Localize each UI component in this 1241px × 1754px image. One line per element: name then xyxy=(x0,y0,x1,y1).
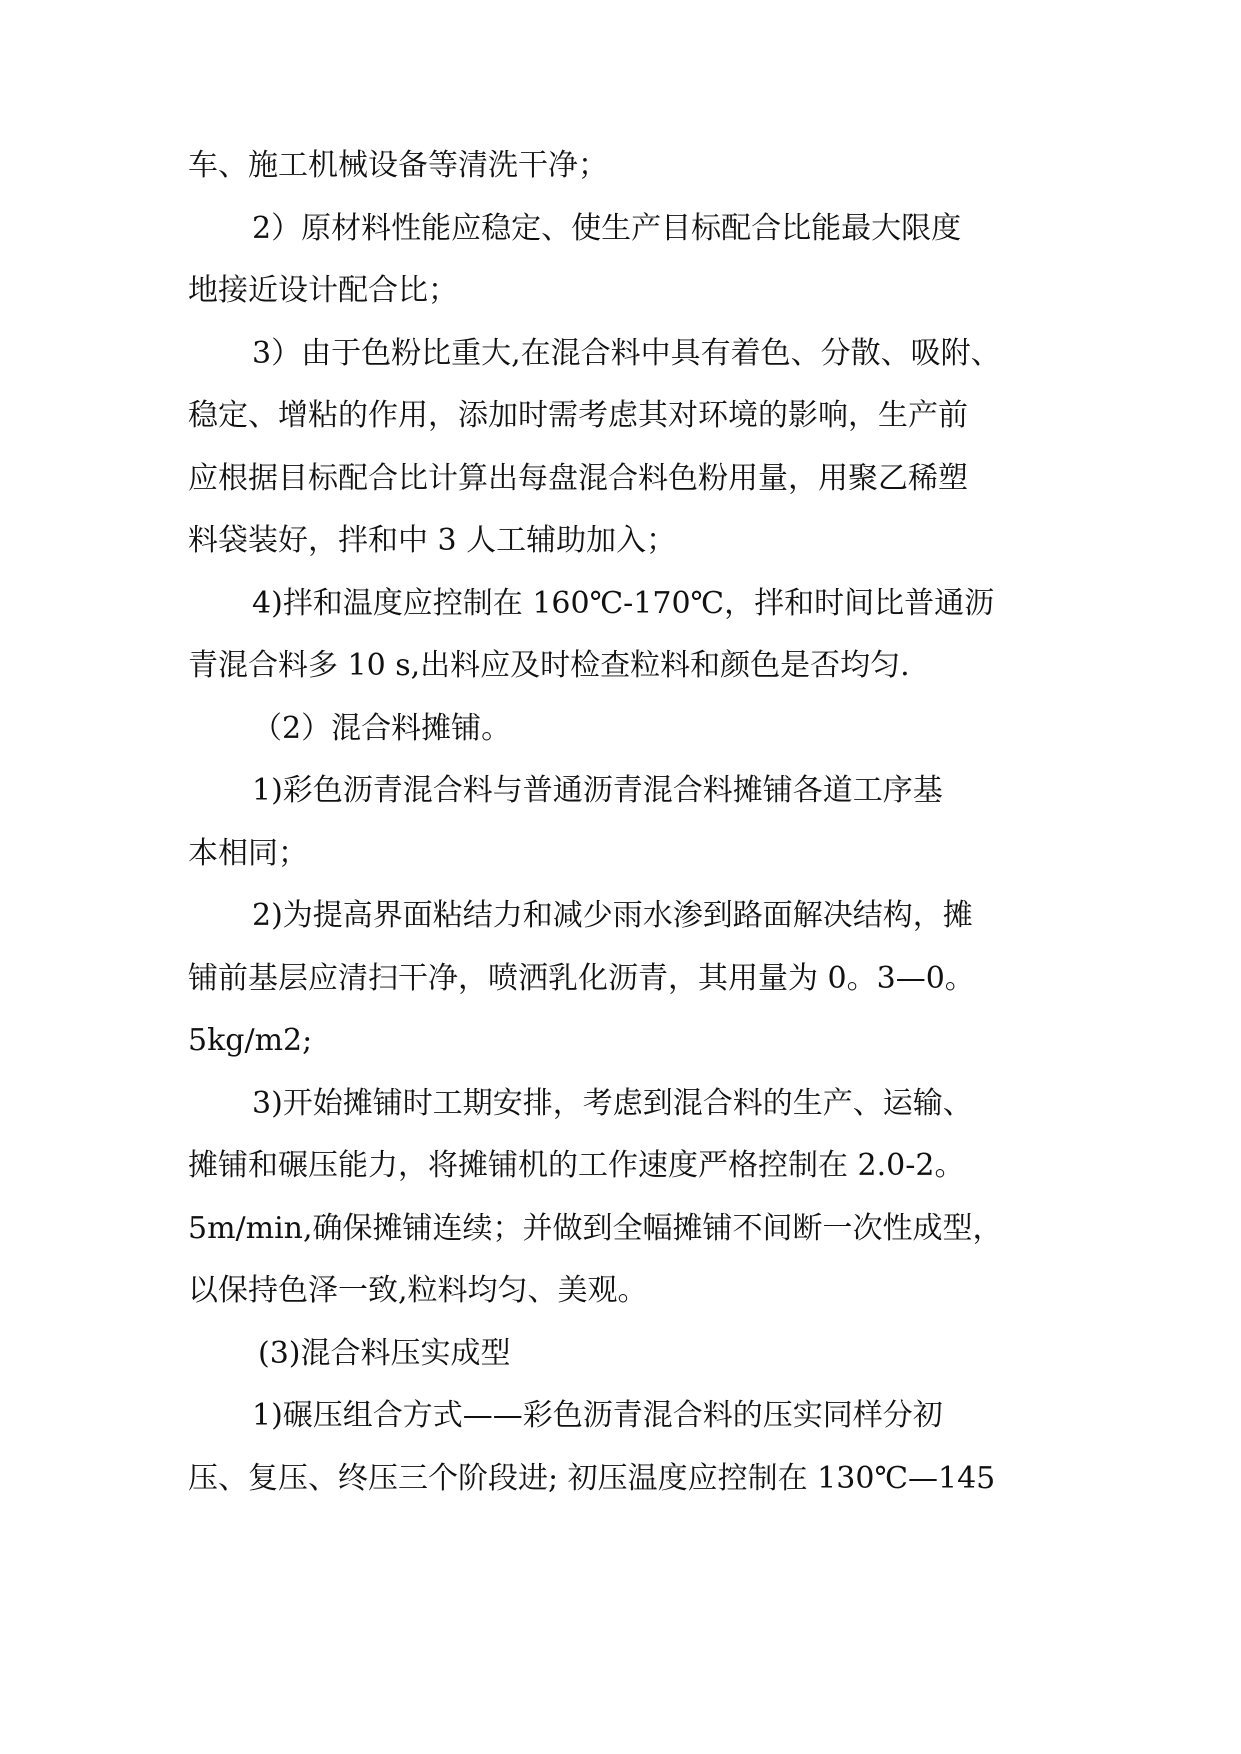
text-line: 3）由于色粉比重大,在混合料中具有着色、分散、吸附、 xyxy=(252,336,1001,371)
text-line: 本相同； xyxy=(188,836,308,871)
section-heading: （2）混合料摊铺。 xyxy=(252,711,512,746)
text-line: 青混合料多 10 s,出料应及时检查粒料和颜色是否均匀. xyxy=(188,648,910,683)
text-line: 1)彩色沥青混合料与普通沥青混合料摊铺各道工序基 xyxy=(252,773,943,808)
text-line: 应根据目标配合比计算出每盘混合料色粉用量，用聚乙稀塑 xyxy=(188,461,968,496)
text-line: 压、复压、终压三个阶段进; 初压温度应控制在 130℃—145 xyxy=(188,1461,996,1496)
text-line: 2)为提高界面粘结力和减少雨水渗到路面解决结构，摊 xyxy=(252,898,973,933)
text-line: 料袋装好，拌和中 3 人工辅助加入； xyxy=(188,523,677,558)
text-line: 铺前基层应清扫干净，喷洒乳化沥青，其用量为 0。3—0。 xyxy=(188,961,975,996)
section-heading: (3)混合料压实成型 xyxy=(258,1336,511,1371)
text-line: 3)开始摊铺时工期安排，考虑到混合料的生产、运输、 xyxy=(252,1086,973,1121)
text-line: 车、施工机械设备等清洗干净； xyxy=(188,148,608,183)
text-line: 5m/min,确保摊铺连续；并做到全幅摊铺不间断一次性成型， xyxy=(188,1211,1003,1246)
text-line: 1)碾压组合方式——彩色沥青混合料的压实同样分初 xyxy=(252,1398,943,1433)
text-line: 稳定、增粘的作用，添加时需考虑其对环境的影响，生产前 xyxy=(188,398,968,433)
text-line: 摊铺和碾压能力，将摊铺机的工作速度严格控制在 2.0-2。 xyxy=(188,1148,965,1183)
text-line: 4)拌和温度应控制在 160℃-170℃，拌和时间比普通沥 xyxy=(252,586,995,621)
text-line: 2）原材料性能应稳定、使生产目标配合比能最大限度 xyxy=(252,211,962,246)
text-line: 5kg/m2; xyxy=(188,1023,313,1058)
text-line: 以保持色泽一致,粒料均匀、美观。 xyxy=(188,1273,648,1308)
text-line: 地接近设计配合比； xyxy=(188,273,458,308)
